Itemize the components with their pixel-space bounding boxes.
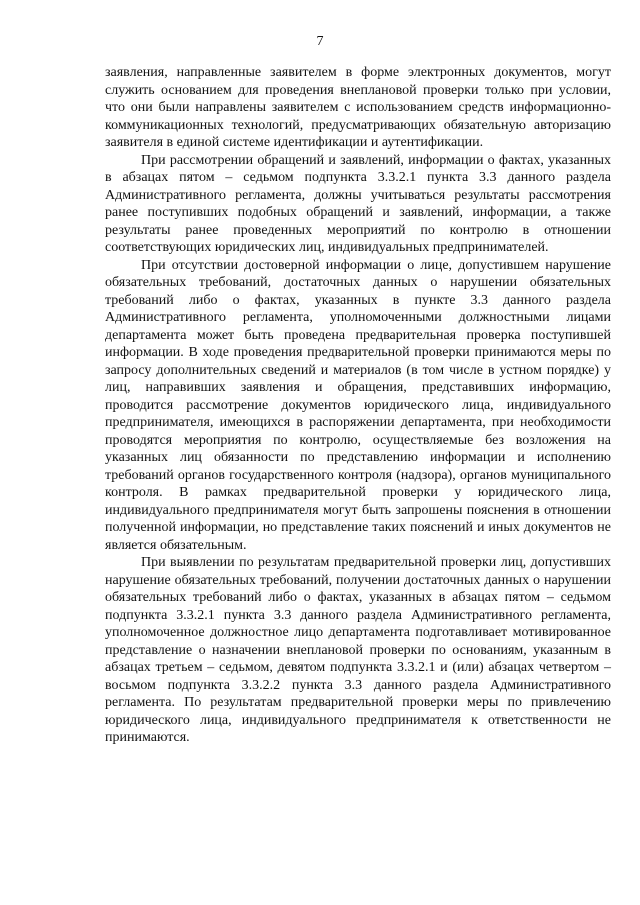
paragraph: При выявлении по результатам предварительной проверки лиц, допустивших нарушение обязательных требований, получении достаточных данных о нарушении обязательных требований либо о фактах, указанных в абзацах пятом – седьмом подпункта 3.3.2.1 пункта 3.3 данного раздела Административного регламента, уполномоченное должностное лицо департамента подготавливает мотивированное представление о назначении внеплановой проверки по основаниям, указанным в абзацах третьем – седьмом, девятом подпункта 3.3.2.1 и (или) абзацах четвертом – восьмом подпункта 3.3.2.2 пункта 3.3 данного раздела Административного регламента. По результатам предварительной проверки меры по привлечению юридического лица, индивидуального предпринимателя к ответственности не принимаются. xyxy=(105,555,611,745)
page-number: 7 xyxy=(316,34,324,49)
paragraph: При рассмотрении обращений и заявлений, информации о фактах, указанных в абзацах пятом – седьмом подпункта 3.3.2.1 пункта 3.3 данного раздела Административного регламента, должны учитываться результаты рассмотрения ранее поступивших подобных обращений и заявлений, информации, а также результаты ранее проведенных мероприятий по контролю в отношении соответствующих юридических лиц, индивидуальных предпринимателей. xyxy=(105,152,611,255)
paragraph: При отсутствии достоверной информации о лице, допустившем нарушение обязательных требований, достаточных данных о нарушении обязательных требований либо о фактах, указанных в пункте 3.3 данного раздела Административного регламента, уполномоченными должностными лицами департамента может быть проведена предварительная проверка поступившей информации. В ходе проведения предварительной проверки принимаются меры по запросу дополнительных сведений и материалов (в том числе в устном порядке) у лиц, направивших заявления и обращения, представивших информацию, проводится рассмотрение документов юридического лица, индивидуального предпринимателя, имеющихся в распоряжении департамента, при необходимости проводятся мероприятия по контролю, осуществляемые без возложения на указанных лиц обязанности по представлению информации и исполнению требований органов государственного контроля (надзора), органов муниципального контроля. В рамках предварительной проверки у юридического лица, индивидуального предпринимателя могут быть запрошены пояснения в отношении полученной информации, но представление таких пояснений и иных документов не является обязательным. xyxy=(105,257,611,553)
document-body xyxy=(105,64,611,747)
paragraph-continuation: заявления, направленные заявителем в форме электронных документов, могут служить основанием для проведения внеплановой проверки только при условии, что они были направлены заявителем с использованием средств информационно-коммуникационных технологий, предусматривающих обязательную авторизацию заявителя в единой системе идентификации и аутентификации. xyxy=(105,65,611,150)
